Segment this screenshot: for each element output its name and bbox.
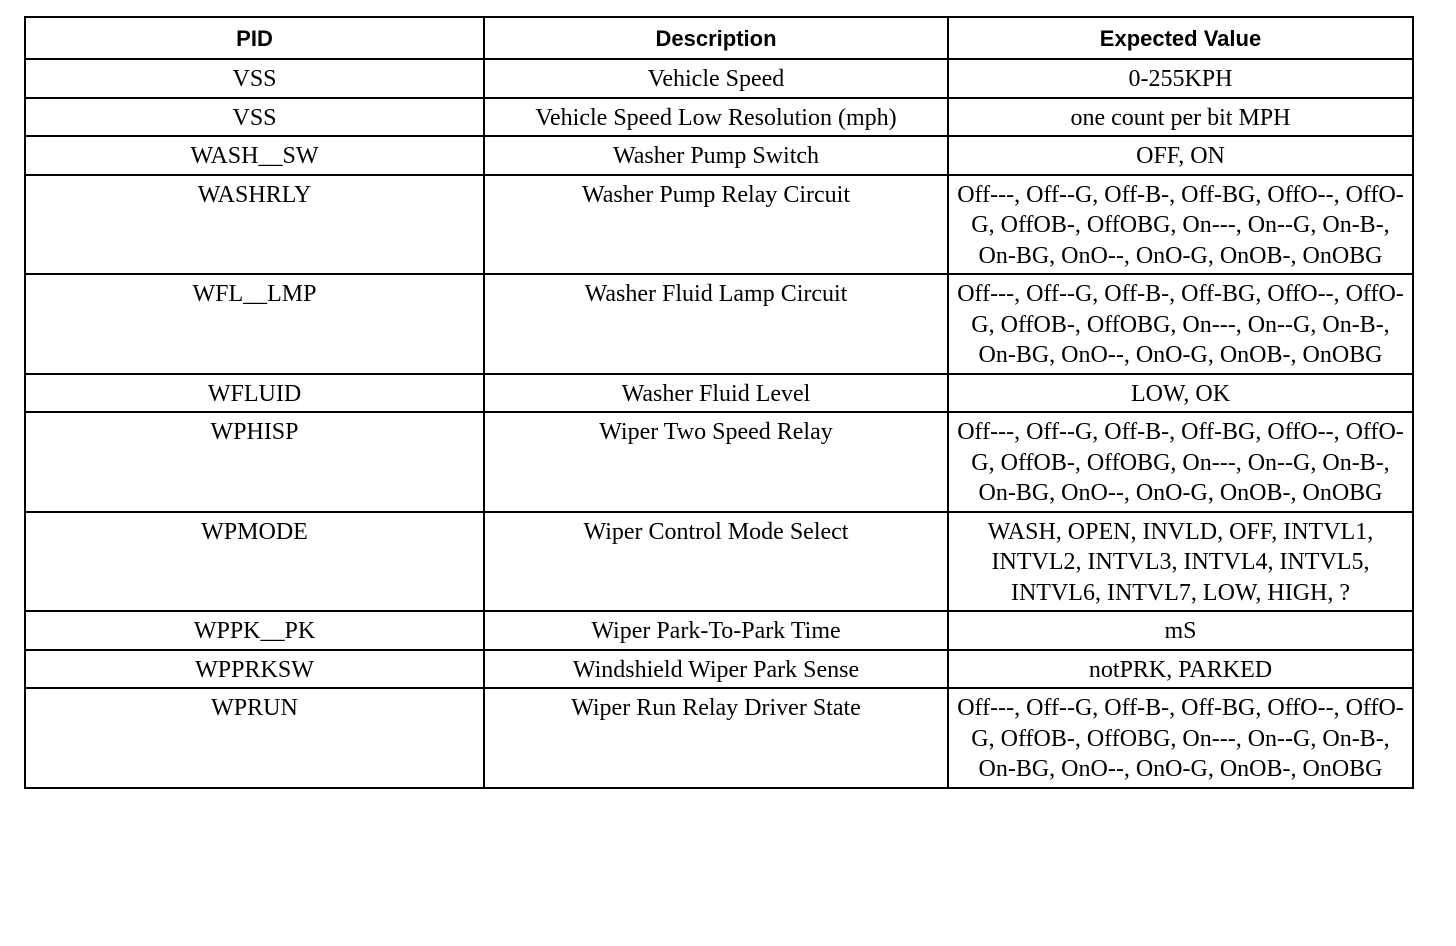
expected-value-cell: mS [948,611,1413,650]
pid-cell: WFLUID [25,374,484,413]
pid-cell: WPPK__PK [25,611,484,650]
expected-value-cell: one count per bit MPH [948,98,1413,137]
description-cell: Wiper Park-To-Park Time [484,611,948,650]
expected-value-cell: Off---, Off--G, Off-B-, Off-BG, OffO--, OffO-G, OffOB-, OffOBG, On---, On--G, On-B-, On-BG, OnO--, OnO-G, OnOB-, OnOBG [948,175,1413,275]
description-cell: Wiper Two Speed Relay [484,412,948,512]
expected-value-cell: Off---, Off--G, Off-B-, Off-BG, OffO--, OffO-G, OffOB-, OffOBG, On---, On--G, On-B-, On-BG, OnO--, OnO-G, OnOB-, OnOBG [948,274,1413,374]
expected-value-header: Expected Value [948,17,1413,59]
table-row [25,412,1413,512]
table-row [25,98,1413,137]
pid-cell: WPPRKSW [25,650,484,689]
expected-value-cell: Off---, Off--G, Off-B-, Off-BG, OffO--, OffO-G, OffOB-, OffOBG, On---, On--G, On-B-, On-BG, OnO--, OnO-G, OnOB-, OnOBG [948,688,1413,788]
table-row [25,374,1413,413]
pid-table [24,16,1414,789]
table-row [25,136,1413,175]
pid-cell: VSS [25,59,484,98]
pid-cell: WPRUN [25,688,484,788]
table-row [25,650,1413,689]
header-row [25,17,1413,59]
table-row [25,175,1413,275]
description-cell: Washer Pump Relay Circuit [484,175,948,275]
expected-value-cell: WASH, OPEN, INVLD, OFF, INTVL1, INTVL2, INTVL3, INTVL4, INTVL5, INTVL6, INTVL7, LOW, HIGH, ? [948,512,1413,612]
pid-cell: WPHISP [25,412,484,512]
expected-value-cell: notPRK, PARKED [948,650,1413,689]
description-cell: Windshield Wiper Park Sense [484,650,948,689]
pid-cell: WFL__LMP [25,274,484,374]
pid-cell: WASH__SW [25,136,484,175]
table-row [25,512,1413,612]
pid-cell: WPMODE [25,512,484,612]
expected-value-cell: 0-255KPH [948,59,1413,98]
table-row [25,274,1413,374]
table-row [25,59,1413,98]
pid-header: PID [25,17,484,59]
description-header: Description [484,17,948,59]
description-cell: Washer Fluid Level [484,374,948,413]
description-cell: Vehicle Speed Low Resolution (mph) [484,98,948,137]
expected-value-cell: LOW, OK [948,374,1413,413]
expected-value-cell: OFF, ON [948,136,1413,175]
expected-value-cell: Off---, Off--G, Off-B-, Off-BG, OffO--, OffO-G, OffOB-, OffOBG, On---, On--G, On-B-, On-BG, OnO--, OnO-G, OnOB-, OnOBG [948,412,1413,512]
description-cell: Washer Fluid Lamp Circuit [484,274,948,374]
description-cell: Washer Pump Switch [484,136,948,175]
description-cell: Wiper Control Mode Select [484,512,948,612]
description-cell: Vehicle Speed [484,59,948,98]
pid-cell: VSS [25,98,484,137]
table-row [25,611,1413,650]
pid-cell: WASHRLY [25,175,484,275]
description-cell: Wiper Run Relay Driver State [484,688,948,788]
table-row [25,688,1413,788]
